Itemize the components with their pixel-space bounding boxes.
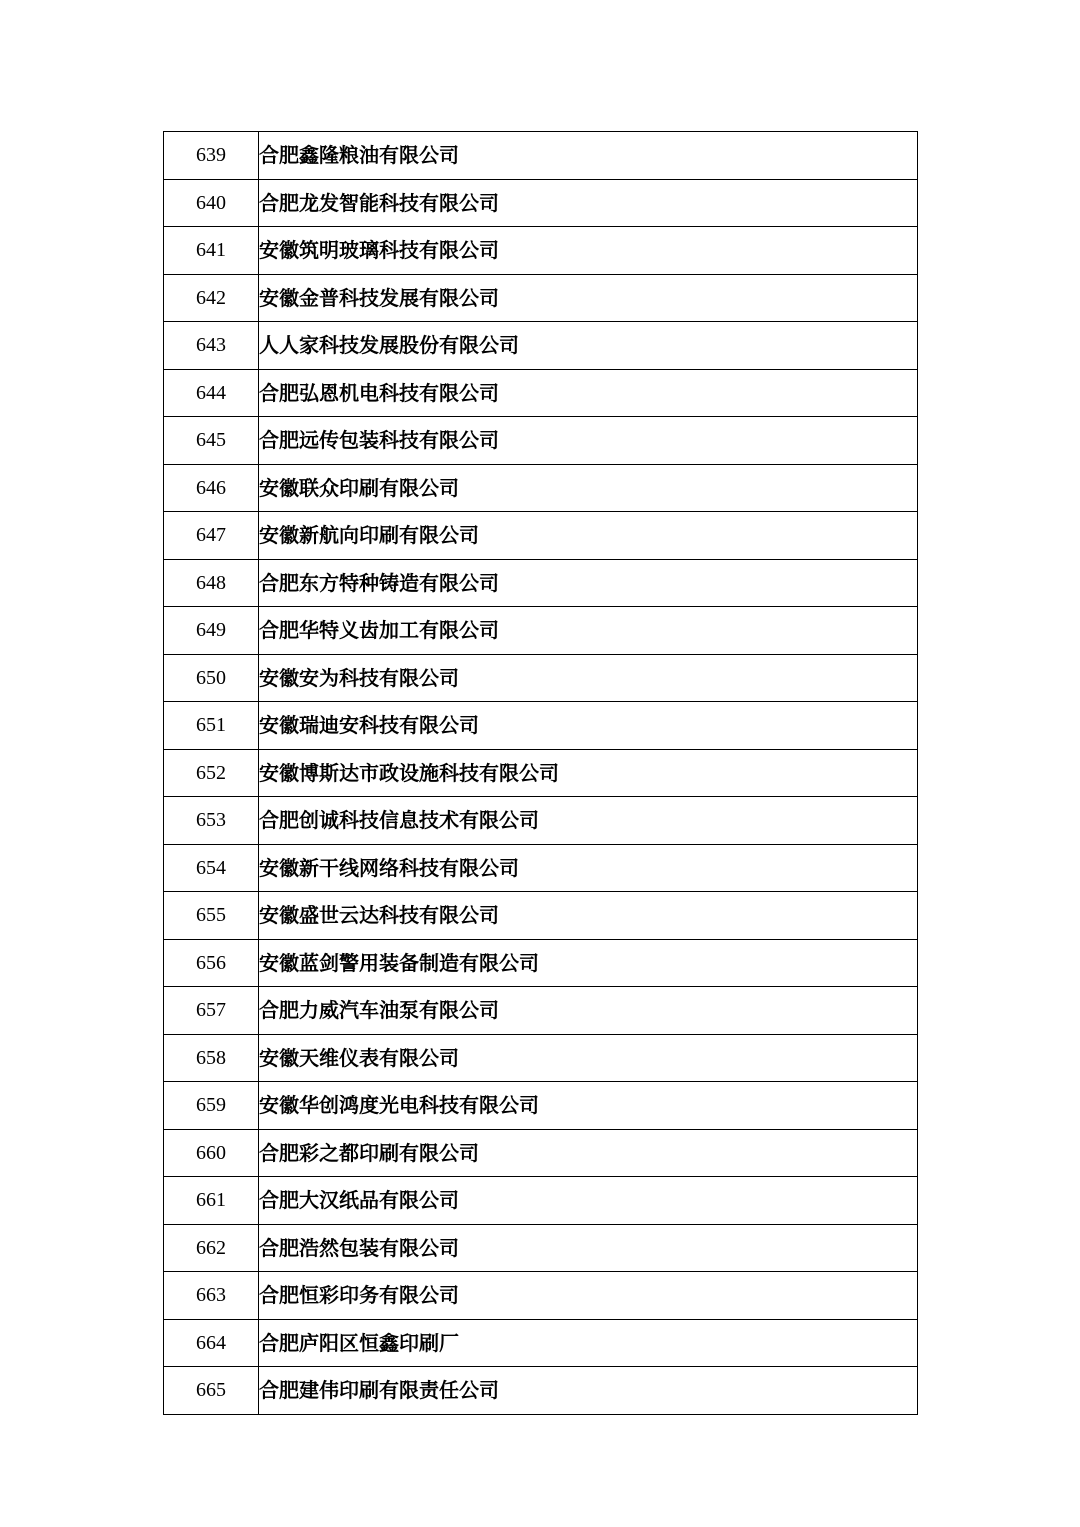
table-row [164,892,918,940]
company-name-cell: 合肥东方特种铸造有限公司 [259,559,918,607]
row-index-cell: 647 [164,512,259,560]
table-row [164,417,918,465]
table-row [164,654,918,702]
company-name-cell: 合肥建伟印刷有限责任公司 [259,1367,918,1415]
row-index-cell: 653 [164,797,259,845]
row-index-cell: 644 [164,369,259,417]
table-row [164,702,918,750]
row-index-cell: 645 [164,417,259,465]
table-row [164,369,918,417]
table-row [164,464,918,512]
table-row [164,559,918,607]
table-row [164,132,918,180]
company-name-cell: 安徽新航向印刷有限公司 [259,512,918,560]
row-index-cell: 650 [164,654,259,702]
row-index-cell: 658 [164,1034,259,1082]
company-name-cell: 合肥浩然包装有限公司 [259,1224,918,1272]
row-index-cell: 655 [164,892,259,940]
row-index-cell: 659 [164,1082,259,1130]
row-index-cell: 649 [164,607,259,655]
table-row [164,1129,918,1177]
company-name-cell: 人人家科技发展股份有限公司 [259,322,918,370]
company-name-cell: 合肥恒彩印务有限公司 [259,1272,918,1320]
table-row [164,1177,918,1225]
table-row [164,1367,918,1415]
company-name-cell: 合肥远传包装科技有限公司 [259,417,918,465]
company-name-cell: 安徽博斯达市政设施科技有限公司 [259,749,918,797]
table-row [164,797,918,845]
company-name-cell: 合肥龙发智能科技有限公司 [259,179,918,227]
company-list-table [163,131,918,1415]
company-name-cell: 合肥大汉纸品有限公司 [259,1177,918,1225]
table-row [164,1082,918,1130]
company-name-cell: 安徽瑞迪安科技有限公司 [259,702,918,750]
row-index-cell: 656 [164,939,259,987]
row-index-cell: 642 [164,274,259,322]
company-name-cell: 安徽华创鸿度光电科技有限公司 [259,1082,918,1130]
table-row [164,179,918,227]
table-row [164,987,918,1035]
row-index-cell: 641 [164,227,259,275]
table-row [164,844,918,892]
row-index-cell: 654 [164,844,259,892]
table-row [164,322,918,370]
row-index-cell: 648 [164,559,259,607]
row-index-cell: 665 [164,1367,259,1415]
row-index-cell: 662 [164,1224,259,1272]
row-index-cell: 651 [164,702,259,750]
table-row [164,512,918,560]
table-row [164,1272,918,1320]
row-index-cell: 657 [164,987,259,1035]
row-index-cell: 646 [164,464,259,512]
table-row [164,749,918,797]
company-name-cell: 安徽金普科技发展有限公司 [259,274,918,322]
company-name-cell: 合肥鑫隆粮油有限公司 [259,132,918,180]
company-name-cell: 合肥彩之都印刷有限公司 [259,1129,918,1177]
company-name-cell: 合肥创诚科技信息技术有限公司 [259,797,918,845]
table-row [164,1319,918,1367]
company-name-cell: 合肥庐阳区恒鑫印刷厂 [259,1319,918,1367]
table-body [164,132,918,1415]
table-row [164,607,918,655]
company-name-cell: 安徽盛世云达科技有限公司 [259,892,918,940]
row-index-cell: 640 [164,179,259,227]
table-row [164,939,918,987]
company-name-cell: 合肥弘恩机电科技有限公司 [259,369,918,417]
company-name-cell: 安徽联众印刷有限公司 [259,464,918,512]
table-row [164,227,918,275]
table-row [164,274,918,322]
company-name-cell: 安徽天维仪表有限公司 [259,1034,918,1082]
company-name-cell: 安徽新干线网络科技有限公司 [259,844,918,892]
company-name-cell: 合肥华特义齿加工有限公司 [259,607,918,655]
company-list-table-container [163,131,915,1415]
company-name-cell: 安徽蓝剑警用装备制造有限公司 [259,939,918,987]
company-name-cell: 安徽安为科技有限公司 [259,654,918,702]
company-name-cell: 安徽筑明玻璃科技有限公司 [259,227,918,275]
company-name-cell: 合肥力威汽车油泵有限公司 [259,987,918,1035]
table-row [164,1224,918,1272]
row-index-cell: 639 [164,132,259,180]
row-index-cell: 660 [164,1129,259,1177]
row-index-cell: 663 [164,1272,259,1320]
table-row [164,1034,918,1082]
row-index-cell: 664 [164,1319,259,1367]
row-index-cell: 652 [164,749,259,797]
row-index-cell: 643 [164,322,259,370]
row-index-cell: 661 [164,1177,259,1225]
